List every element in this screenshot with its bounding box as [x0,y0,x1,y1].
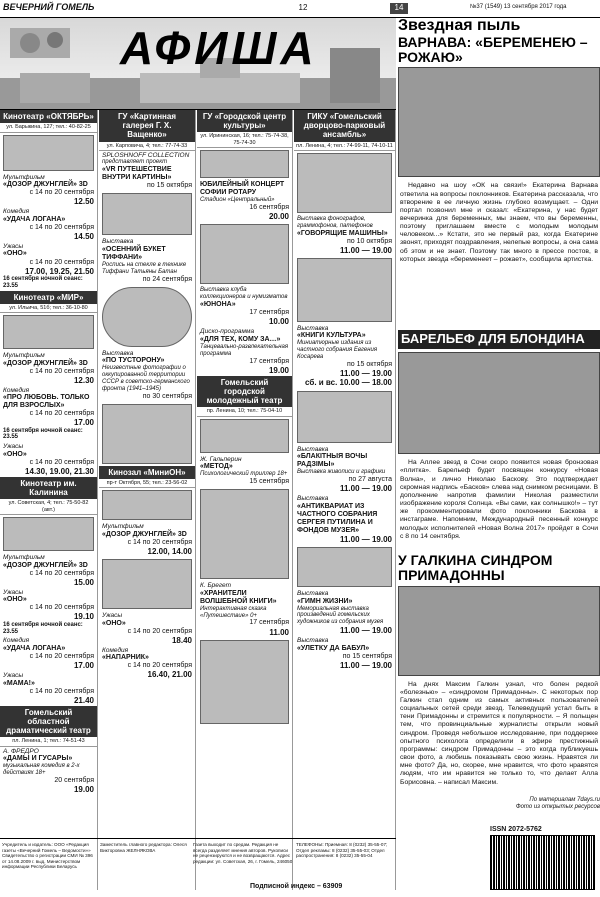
event-item: Комедия «УДАЧА ЛОГАНА» с 14 по 20 сентября 14.50 [3,208,94,241]
event-item: Диско-программа «ДЛЯ ТЕХ, КОМУ ЗА…» Танцевально-развлекательная программа 17 сентября 19.00 [200,328,289,375]
venue-address: ул. Ирининская, 16; тел.: 75-74-38, 75-74-30 [197,132,292,148]
article-basko: На Аллее звезд в Сочи скоро появится новая бронзовая «плитка». Барельеф будет посвящен конкурсу «Новая Волна», и лично Николаю Баскову. Это подтверждает скромная надпись «Басков» слева над снимком ресницами. В дополнение напротив фамилии Николая разместили изображение короля Солнца. «Вы сами, как солнышко!» – тут же прокомментировали фото поклонники Баскова в инстаграме. Напомним, Международный песенный конкурс молодых исполнителей «Новая Волна 2017» пройдет в Сочи с 8 по 14 сентября. [400,459,598,540]
venue-minion: Кинозал «МиниОН» [99,466,195,479]
event-item: Ужасы «МАМА!» с 14 по 20 сентября 21.40 [3,672,94,705]
masthead: ВЕЧЕРНИЙ ГОМЕЛЬ [3,2,95,12]
varnava-photo [398,67,600,177]
article-varnava: Недавно на шоу «ОК на связи!» Екатерина Варнава ответила на вопросы поклонников. Екатерина рассказала, что втворение в ее личную жизнь глубоко возмущает. – Одни портал позвонил мне и сказал: «Екатерина, у нас будет вечеринка для беременных, мы знаем, что вы беременны, поэтому приглашаем вместе с молодым молодым человеком...» Кстати, это не первый раз, когда Екатерине звонят, приходят поздравления, нелепые вопросы, а она сама об этом и не знает. Поэтому так много в прессе постов, в которых звезда «беременеет – рожает», сообщила артистка. [400,182,598,263]
event-item: Комедия «ПРО ЛЮБОВЬ. ТОЛЬКО ДЛЯ ВЗРОСЛЫХ» с 14 по 20 сентября 17.00 16 сентября ночной сеанс: 23.55 [3,386,94,441]
venue-drama-theatre: Гомельский областной драматический театр [0,706,97,738]
venue-address: пр. Ленина, 10; тел.: 75-04-10 [197,407,292,416]
event-item: Выставка клуба коллекционеров и нумизматов «ЮНОНА» 17 сентября 10.00 [200,287,289,327]
building-photo [3,315,94,349]
event-item: Мультфильм «ДОЗОР ДЖУНГЛЕЙ» 3D с 14 по 20 сентября 12.00, 14.00 [102,523,192,556]
galkin-photo [398,586,600,676]
event-item: Выставка «ПО ТУСТОРОНУ» Неизвестные фотографии о оккупированной территории СССР в советско-германского фронта (1941–1945) по 30 сентября [102,349,192,400]
event-photo [102,193,192,235]
imprint-editor: Заместитель главного редактора: Олеся Викторовна ЖЕЛНЯКОВА [100,842,187,853]
venue-mir: Кинотеатр «МИР» [0,291,97,304]
basko-photo [398,352,600,454]
building-photo [200,419,289,453]
source-note: По материалам 7days.ru [529,796,600,803]
gramophone-poster [297,258,392,322]
imprint-address: Газета выходит по средам. Редакция не всегда разделяет мнения авторов. Рукописи не рецензируются и не возвращаются. Адрес редакции: ул. Советская, 26, г. Гомель, 246050 [193,842,293,864]
war-photo-poster [102,404,192,464]
event-item: Мультфильм «ДОЗОР ДЖУНГЛЕЙ» 3D с 14 по 20 сентября 12.30 [3,352,94,385]
venue-gallery: ГУ «Картинная галерея Г. Х. Ващенко» [99,110,195,142]
event-item: Ужасы «ОНО» с 14 по 20 сентября 14.30, 19.00, 21.30 [3,443,94,476]
building-photo [102,490,192,520]
keepers-poster [200,640,289,724]
event-item: Выставка «ОСЕННИЙ БУКЕТ ТИФФАНИ» Роспись на стекле в технике Тиффани Татьяны Батан по 24 сентября [102,238,192,283]
venue-palace: ГИКУ «Гомельский дворцово-парковый ансамбль» [294,110,395,142]
page-number-right: 14 [390,3,408,14]
event-item: SPLOSHNOFF COLLECTION представляет проект «VR ПУТЕШЕСТВИЕ ВНУТРИ КАРТИНЫ» по 15 октября [102,151,192,190]
event-item: Ужасы «ОНО» с 14 по 20 сентября 19.10 16 сентября ночной сеанс: 23.55 [3,588,94,635]
event-item: Ужасы «ОНО» с 14 по 20 сентября 17.00, 19.25, 21.50 16 сентября ночной сеанс: 23.55 [3,243,94,289]
issn: ISSN 2072-5762 [490,826,542,833]
venue-address: пл. Ленина, 1; тел.: 74-51-43 [0,737,97,746]
venue-address: ул. Советская, 4; тел.: 75-50-82 (авт.) [0,499,97,515]
event-item: ЮБИЛЕЙНЫЙ КОНЦЕРТ СОФИИ РОТАРУ Стадион «Центральный» 16 сентября 20.00 [200,181,289,222]
venue-oktyabr: Кинотеатр «ОКТЯБРЬ» [0,110,97,123]
barcode [490,835,595,890]
headline-galkin: У ГАЛКИНА СИНДРОМ ПРИМАДОННЫ [398,552,553,583]
antique-poster [297,547,392,587]
event-item: Ж. Гальперин «МЕТОД» Психологический триллер 18+ 15 сентября [200,455,289,486]
venue-address: пл. Ленина, 4; тел.: 74-99-11, 74-10-11 [294,142,395,151]
event-item: Выставка фонографов, граммофонов, патефонов «ГОВОРЯЩИЕ МАШИНЫ» по 10 октября 11.00 — 19.00 [297,215,392,255]
issue-info: №37 (1549) 13 сентября 2017 года [470,4,567,10]
column-palace-ensemble [294,110,396,890]
column-gallery [99,110,196,890]
venue-kalinin: Кинотеатр им. Калинина [0,477,97,499]
building-photo [3,517,94,551]
building-photo [200,150,289,178]
subscription-index: Подписной индекс – 63909 [250,883,343,890]
imprint-founder: Учредитель и издатель: ООО «Редакция газеты «Вечерний Гомель – Ведомости»» Свидетельство о регистрации СМИ № 396 от 14.08.2009 г. выд. Министерством информации Республики Беларусь [2,842,93,869]
afisha-banner [0,18,396,110]
column-cinemas [0,110,98,890]
venue-culture-center: ГУ «Городской центр культуры» [197,110,292,132]
venue-address: ул. Ильича, 51б; тел.: 36-10-80 [0,304,97,313]
palace-photo [297,153,392,213]
event-item: Мультфильм «ДОЗОР ДЖУНГЛЕЙ» 3D с 14 по 20 сентября 12.50 [3,173,94,207]
section-title: Звездная пыль [398,18,521,34]
event-item: Мультфильм «ДОЗОР ДЖУНГЛЕЙ» 3D с 14 по 20 сентября 15.00 [3,554,94,587]
event-item: Выставка «УЛЕТКУ ДА БАБУЛ» по 15 сентября 11.00 — 19.00 [297,637,392,671]
column-star-dust [398,18,600,878]
venue-youth-theatre: Гомельский городской молодежный театр [197,376,292,408]
metod-poster [200,489,289,579]
event-item: Выставка «ГИМН ЖИЗНИ» Мемориальная выставка произведений гомельских художников из собрания музея 11.00 — 19.00 [297,590,392,636]
event-item: Комедия «НАПАРНИК» с 14 по 20 сентября 16.40, 21.00 [102,646,192,680]
event-item: К. Брегет «ХРАНИТЕЛИ ВОЛШЕБНОЙ КНИГИ» Интерактивная сказка «Путешествие» 0+ 17 сентября 11.00 [200,582,289,637]
event-item: Выставка «КНИГИ КУЛЬТУРА» Миниатюрные издания из частного собрания Евгения Косарева по 15 октября 11.00 — 19.00 сб. и вс. 10.00 — 18.00 [297,324,392,388]
building-photo [3,135,94,171]
books-poster [297,391,392,443]
event-item: Выставка «АНТИКВАРИАТ ИЗ ЧАСТНОГО СОБРАНИЯ СЕРГЕЯ ПУТИЛИНА И ФОНДОВ МУЗЕЯ» 11.00 — 19.00 [297,495,392,544]
jungle-poster [102,559,192,609]
event-item: Комедия «УДАЧА ЛОГАНА» с 14 по 20 сентября 17.00 [3,637,94,670]
column-culture-center [197,110,293,890]
venue-address: пр-т Октября, 55; тел.: 23-56-02 [99,479,195,488]
venue-address: ул. Барыкина, 127; тел.: 40-82-25 [0,123,97,132]
photo-credit: Фото из открытых ресурсов [515,803,600,810]
venue-address: ул. Карповича, 4; тел.: 77-74-33 [99,142,195,151]
headline-varnava: ВАРНАВА: «БЕРЕМЕНЕЮ – РОЖАЮ» [398,34,588,65]
event-item: Ужасы «ОНО» с 14 по 20 сентября 18.40 [102,612,192,645]
event-item: Выставка «БЛАКІТНЫЯ ВОЧЫ РАДЗІМЫ» Выставка живописи и графики по 27 августа 11.00 — 19.00 [297,445,392,494]
article-galkin: На днях Максим Галкин узнал, что болен редкой «болезнью» – «синдромом Примадонны». С некоторых пор Галкин стал одним из самых активных пользователей социальных сетей среди звезд. Телеведущий устал быть в тени Примадонны и стремится к популярности. – Я польщен тем, что провинциальные журналисты открыли новый синдром. Проведя небольшое исследование, при поддержке опытного психолога определили в эфире престижный программы: синдром Примадонны – это когда публикуешь свои фото, а любишь показывать свою жизнь. Нравятся ли мне фото? Да, но, скорее, мне нравится, что фото нравятся людям, что им нравится не только то, что делает Алла Борисовна. – написал Максим. [400,680,598,786]
page-number-left: 12 [298,3,308,12]
afisha-title: АФИША [120,22,318,74]
tiffany-tree-photo [102,287,192,347]
imprint-phones: ТЕЛЕФОНЫ: Приемная: 8 (0232) 35-55-07; Отдел рекламы: 8 (0232) 35-55-03; Отдел распространения: 8 (0232) 35-55-04 [296,842,388,858]
rotaru-poster [200,224,289,284]
event-item: А. ФРЕДРО «ДАМЫ И ГУСАРЫ» музыкальная комедия в 2-х действиях 18+ 20 сентября 19.00 [3,747,94,795]
headline-basko: БАРЕЛЬЕФ ДЛЯ БЛОНДИНА [398,330,600,349]
